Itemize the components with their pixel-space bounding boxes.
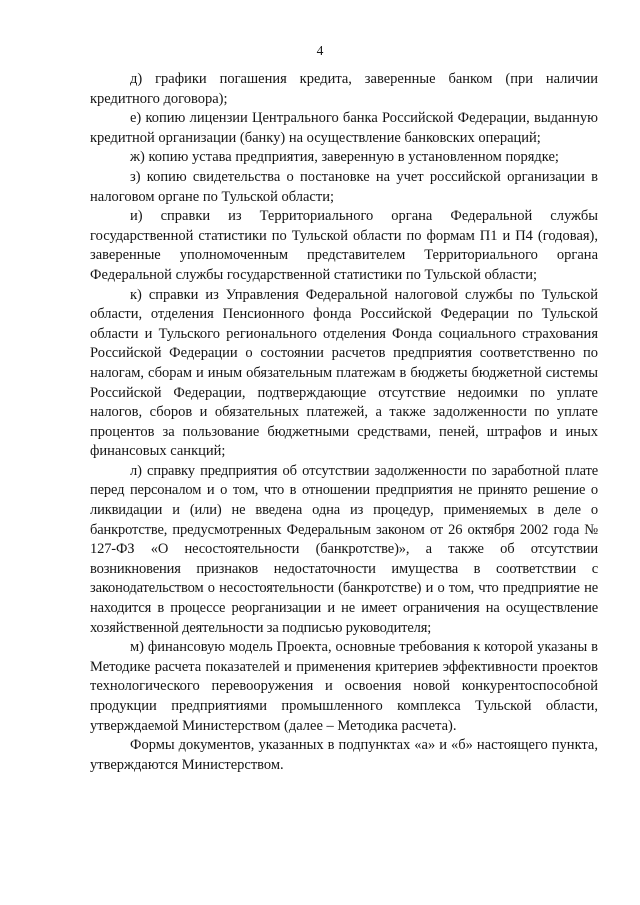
document-body <box>90 70 598 775</box>
paragraph-e: е) копию лицензии Центрального банка Российской Федерации, выданную кредитной организации (банку) на осуществление банковских операций; <box>90 110 598 146</box>
paragraph-i: и) справки из Территориального органа Федеральной службы государственной статистики по Тульской области по формам П1 и П4 (годовая), заверенные уполномоченным представителем Территориального органа Федеральной службы государственной статистики по Тульской области; <box>90 208 598 283</box>
paragraph-z: з) копию свидетельства о постановке на учет российской организации в налоговом органе по Тульской области; <box>90 168 598 205</box>
paragraph-l: л) справку предприятия об отсутствии задолженности по заработной плате перед персоналом и о том, что в отношении предприятия не принято решение о ликвидации и (или) не введена одна из процедур, применяемых в деле о банкротстве, предусмотренных Федеральным законом от 26 октября 2002 года № 127-ФЗ «О несостоятельности (банкротстве)», а также об отсутствии возникновения признаков недостаточности имущества в соответствии с законодательством о несостоятельности (банкротстве) и о том, что предприятие не находится в процессе реорганизации и не имеет ограничения на осуществление хозяйственной деятельности за подписью руководителя; <box>90 462 598 636</box>
paragraph-d: д) графики погашения кредита, заверенные банком (при наличии кредитного договора); <box>90 71 598 107</box>
paragraph-m: м) финансовую модель Проекта, основные требования к которой указаны в Методике расчета показателей и применения критериев эффективности проектов технологического перевооружения и освоения новой конкурентоспособной продукции предприятиями промышленного комплекса Тульской области, утверждаемой Министерством (далее – Методика расчета). <box>90 639 598 734</box>
page-number: 4 <box>316 43 324 58</box>
paragraph-k: к) справки из Управления Федеральной налоговой службы по Тульской области, отделения Пенсионного фонда Российской Федерации по Тульской области и Тульского регионального отделения Фонда социального страхования Российской Федерации о состоянии расчетов предприятия соответственно по налогам, сборам и иным обязательным платежам в бюджеты бюджетной системы Российской Федерации, подтверждающие отсутствие недоимки по уплате налогов, сборов и обязательных платежей, а также задолженности по уплате процентов за пользование бюджетными средствами, пеней, штрафов и иных финансовых санкций; <box>90 286 598 460</box>
paragraph-forms: Формы документов, указанных в подпунктах «а» и «б» настоящего пункта, утверждаются Министерством. <box>90 737 598 773</box>
paragraph-zh: ж) копию устава предприятия, заверенную в установленном порядке; <box>130 149 559 166</box>
